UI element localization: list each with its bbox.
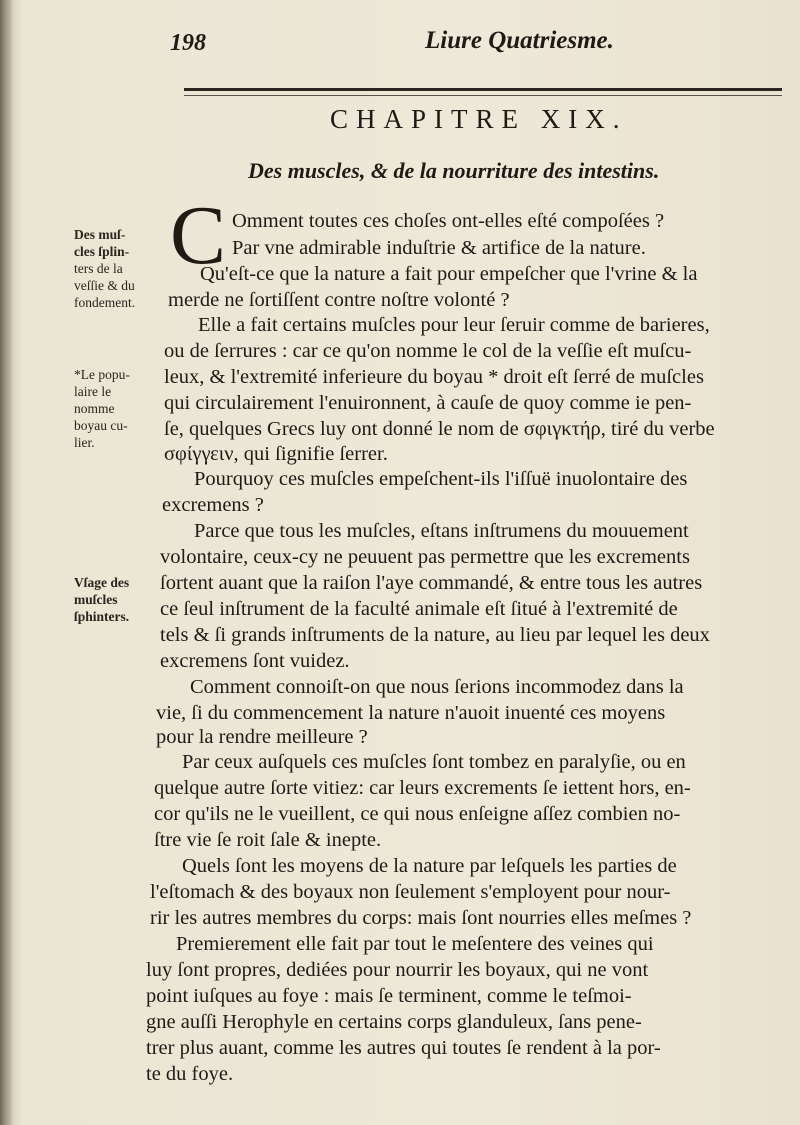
body-line: l'eſtomach & des boyaux non ſeulement s'employent pour nour- xyxy=(150,881,671,903)
margin-note-line: lier. xyxy=(74,435,95,450)
body-line: gne auſſi Herophyle en certains corps glanduleux, ſans pene- xyxy=(146,1011,642,1033)
margin-note-line: cles ſplin- xyxy=(74,244,130,259)
body-line: luy ſont propres, dediées pour nourrir les boyaux, qui ne vont xyxy=(146,959,649,981)
body-line: qui circulairement l'enuironnent, à cauſe de quoy comme ie pen- xyxy=(164,392,692,414)
body-line: pour la rendre meilleure ? xyxy=(156,726,368,748)
book-spine-shadow xyxy=(0,0,14,1125)
margin-note-line: boyau cu- xyxy=(74,418,128,433)
chapter-subtitle: Des muscles, & de la nourriture des intestins. xyxy=(248,158,660,183)
margin-note-line: veſſie & du xyxy=(74,278,135,293)
body-line: rir les autres membres du corps: mais ſont nourries elles meſmes ? xyxy=(150,907,692,929)
body-line: Qu'eſt-ce que la nature a fait pour empeſcher que l'vrine & la xyxy=(200,263,698,285)
body-line: Pourquoy ces muſcles empeſchent-ils l'iſſuë inuolontaire des xyxy=(194,468,688,490)
body-line: σφίγγειν, qui ſignifie ſerrer. xyxy=(164,443,388,465)
page-number: 198 xyxy=(170,30,206,56)
running-title: Liure Quatriesme. xyxy=(425,27,614,54)
drop-cap: C xyxy=(170,189,227,282)
chapter-heading: CHAPITRE XIX. xyxy=(330,104,628,134)
body-line: Elle a fait certains muſcles pour leur ſeruir comme de barieres, xyxy=(198,314,710,336)
body-line: Par ceux auſquels ces muſcles ſont tombez en paralyſie, ou en xyxy=(182,751,686,773)
body-line: te du foye. xyxy=(146,1063,234,1085)
body-line: Par vne admirable induſtrie & artifice de la nature. xyxy=(232,237,646,259)
margin-note-line: nomme xyxy=(74,401,115,416)
margin-note-line: fondement. xyxy=(74,295,136,310)
body-line: Parce que tous les muſcles, eſtans inſtrumens du mouuement xyxy=(194,520,689,542)
body-line: ſtre vie ſe roit ſale & inepte. xyxy=(154,829,382,851)
header-rule xyxy=(184,88,782,91)
header-rule-thin xyxy=(184,95,782,96)
body-line: Omment toutes ces choſes ont-elles eſté compoſées ? xyxy=(232,210,665,232)
body-line: ce ſeul inſtrument de la faculté animale eſt ſitué à l'extremité de xyxy=(160,598,678,620)
body-line: excremens ſont vuidez. xyxy=(160,650,350,672)
body-line: ou de ſerrures : car ce qu'on nomme le col de la veſſie eſt muſcu- xyxy=(164,340,692,362)
margin-note-line: ſphinters. xyxy=(74,609,130,624)
body-line: Quels ſont les moyens de la nature par leſquels les parties de xyxy=(182,855,677,877)
body-line: ſe, quelques Grecs luy ont donné le nom de σφιγκτήρ, tiré du verbe xyxy=(164,418,715,440)
margin-note-line: Des muſ- xyxy=(74,227,126,242)
body-line: ſortent auant que la raiſon l'aye commandé, & entre tous les autres xyxy=(160,572,703,594)
body-line: leux, & l'extremité inferieure du boyau * droit eſt ſerré de muſcles xyxy=(164,366,704,388)
body-line: tels & ſi grands inſtruments de la nature, au lieu par lequel les deux xyxy=(160,624,710,646)
margin-note-line: ters de la xyxy=(74,261,123,276)
body-line: quelque autre ſorte vitiez: car leurs excrements ſe iettent hors, en- xyxy=(154,777,691,799)
body-line: trer plus auant, comme les autres qui toutes ſe rendent à la por- xyxy=(146,1037,661,1059)
body-line: Comment connoiſt-on que nous ſerions incommodez dans la xyxy=(190,676,684,698)
margin-note-line: Vſage des xyxy=(74,575,130,590)
body-line: vie, ſi du commencement la nature n'auoit inuenté ces moyens xyxy=(156,702,666,724)
body-line: cor qu'ils ne le vueillent, ce qui nous enſeigne aſſez combien no- xyxy=(154,803,681,825)
body-line: merde ne ſortiſſent contre noſtre volonté ? xyxy=(168,289,510,311)
body-line: point iuſques au foye : mais ſe terminent, comme le teſmoi- xyxy=(146,985,632,1007)
body-line: Premierement elle fait par tout le meſentere des veines qui xyxy=(176,933,654,955)
margin-note-line: muſcles xyxy=(74,592,118,607)
body-line: volontaire, ceux-cy ne peuuent pas permettre que les excrements xyxy=(160,546,690,568)
margin-note-line: *Le popu- xyxy=(74,367,130,382)
margin-note-line: laire le xyxy=(74,384,112,399)
body-line: excremens ? xyxy=(162,494,264,516)
